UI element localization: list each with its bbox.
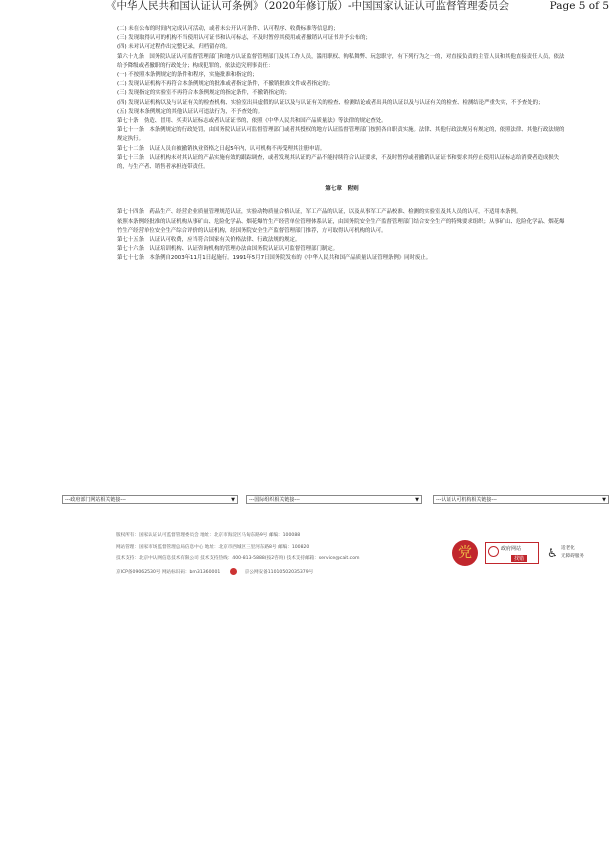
article-77: 第七十七条 本条例自2003年11月1日起施行。1991年5月7日国务院发布的《中华人民共和国产品质量认证管理条例》同时废止。 — [117, 255, 432, 262]
article-69: 第六十九条 国务院认证认可监督管理部门和地方认证监督管理部门及其工作人员，滥用职权、徇私舞弊、玩忽职守，有下列行为之一的，对直接负责的主管人员和其他直接责任人员，依法给予降级或者撤职的行政处分；构成犯罪的，依法追究刑事责任： — [117, 53, 565, 69]
party-emblem-glyph: 党 — [458, 545, 472, 561]
paragraph: (三) 发现取得认可的机构不当使用认可证书和认可标志，不及时暂停其使用或者撤销认可证书并予公布的； — [117, 35, 371, 42]
link-selectors — [62, 495, 612, 506]
chevron-down-icon: ▼ — [231, 497, 235, 503]
paragraph: (二) 发现认证机构不再符合本条例规定的批准或者指定条件，不撤销批准文件或者指定的； — [117, 81, 334, 88]
paragraph: (四) 未对认可过程作出完整记录，归档留存的。 — [117, 44, 231, 51]
wheelchair-icon: ♿ — [547, 546, 558, 560]
report-error-label: 找错 — [511, 555, 527, 562]
icp-link[interactable]: 京ICP备09062530号 网站标识码：bm31360001 — [116, 569, 221, 575]
police-badge-icon — [230, 568, 237, 575]
gov-site-label: 政府网站 — [501, 546, 522, 552]
chevron-down-icon: ▼ — [415, 497, 419, 503]
paragraph: (五) 发现本条例规定的其他认证认可违法行为，不予查处的。 — [117, 108, 264, 115]
chevron-down-icon: ▼ — [602, 497, 606, 503]
footer-tech-support: 技术支持：北京中认网信息技术有限公司 技术支持热线：400-813-5888(按2咨询) 技术支持邮箱：service@cait.com — [116, 556, 360, 561]
paragraph: (二) 未在公布的时间内完成认可活动，或者未公开认可条件、认可程序、收费标准等信息的； — [117, 26, 339, 32]
international-links-select[interactable] — [246, 495, 422, 504]
certification-links-select[interactable] — [433, 495, 609, 504]
accessibility-button[interactable] — [547, 544, 595, 564]
footer-management: 网站管理：国家市场监督管理总局信息中心 地址：北京市西城区三里河东路8号 邮编：100820 — [116, 544, 310, 550]
gov-site-error-report-button[interactable] — [485, 542, 539, 564]
document-title: 《中华人民共和国认证认可条例》（2020年修订版）-中国国家认证认可监督管理委员会 — [105, 0, 510, 12]
article-72: 第七十二条 认证人员自被撤销执业资格之日起5年内，认可机构不再受理其注册申请。 — [117, 145, 326, 152]
article-71: 第七十一条 本条例规定的行政处罚，由国务院认证认可监督管理部门或者其授权的地方认证监督管理部门按照各自职责实施。法律、其他行政法规另有规定的，依照法律、其他行政法规的规定执行。 — [117, 127, 565, 143]
paragraph: (四) 发现认证机构以及与认证有关的检查机构、实验室出具虚假的认证以及与认证有关的检查、检测结论或者出具的认证以及与认证有关的检查、检测结论严重失实，不予查处的； — [117, 99, 544, 106]
site-footer — [116, 530, 446, 578]
article-76: 第七十六条 认证培训机构、认证咨询机构的管理办法由国务院认证认可监督管理部门制定。 — [117, 246, 339, 253]
article-73: 第七十三条 认证机构未对其认证的产品实施有效的跟踪调查，或者发现其认证的产品不能持续符合认证要求，不及时暂停或者撤销认证证书和要求其停止使用认证标志给消费者造成损失的，与生产者、销售者承担连带责任。 — [117, 154, 560, 171]
page-number: Page 5 of 5 — [546, 0, 609, 12]
footer-copyright: 版权所有：国家认证认可监督管理委员会 地址：北京市海淀区马甸东路9号 邮编：100088 — [116, 533, 301, 538]
paragraph: (三) 发现指定的实验室不再符合本条例规定的指定条件，不撤销指定的； — [117, 90, 291, 97]
select-value: ---国际组织相关链接--- — [249, 497, 300, 503]
gov-site-icon — [488, 546, 499, 557]
select-value: ---政府部门网站相关链接--- — [65, 497, 126, 503]
article-74: 第七十四条 药品生产、经营企业质量管理规范认证，实验动物质量合格认证，军工产品的认证，以及从事军工产品校准、检测的实验室及其人员的认可，不适用本条例。 — [117, 209, 522, 216]
accessibility-label: 无障碍服务 — [561, 554, 584, 559]
government-links-select[interactable] — [62, 495, 238, 504]
page-header — [0, 0, 615, 13]
select-value: ---认证认可机构相关链接--- — [436, 497, 497, 503]
chapter-title: 第七章 附则 — [325, 186, 359, 193]
footer-icp — [116, 567, 446, 579]
article-70: 第七十条 伪造、冒用、买卖认证标志或者认证证书的，依照《中华人民共和国产品质量法》等法律的规定查处。 — [117, 118, 387, 125]
article-75: 第七十五条 认证认可收费，应当符合国家有关价格法律、行政法规的规定。 — [117, 237, 301, 244]
paragraph: 依照本条例经批准的认证机构从事矿山、危险化学品、烟花爆竹生产经营单位管理体系认证，由国务院安全生产监督管理部门结合安全生产的特殊要求组织；从事矿山、危险化学品、烟花爆竹生产经营单位安全生产综合评价的认证机构，经国务院安全生产监督管理部门推荐，方可取得认可机构的认可。 — [117, 218, 565, 234]
elderly-friendly-label: 适老化 — [561, 546, 575, 551]
document-body — [117, 25, 567, 264]
police-record-link[interactable]: 京公网安备11010502035379号 — [244, 569, 314, 575]
party-emblem-icon[interactable] — [452, 540, 478, 566]
paragraph: (一) 不按照本条例规定的条件和程序，实施批准和指定的； — [117, 72, 258, 79]
